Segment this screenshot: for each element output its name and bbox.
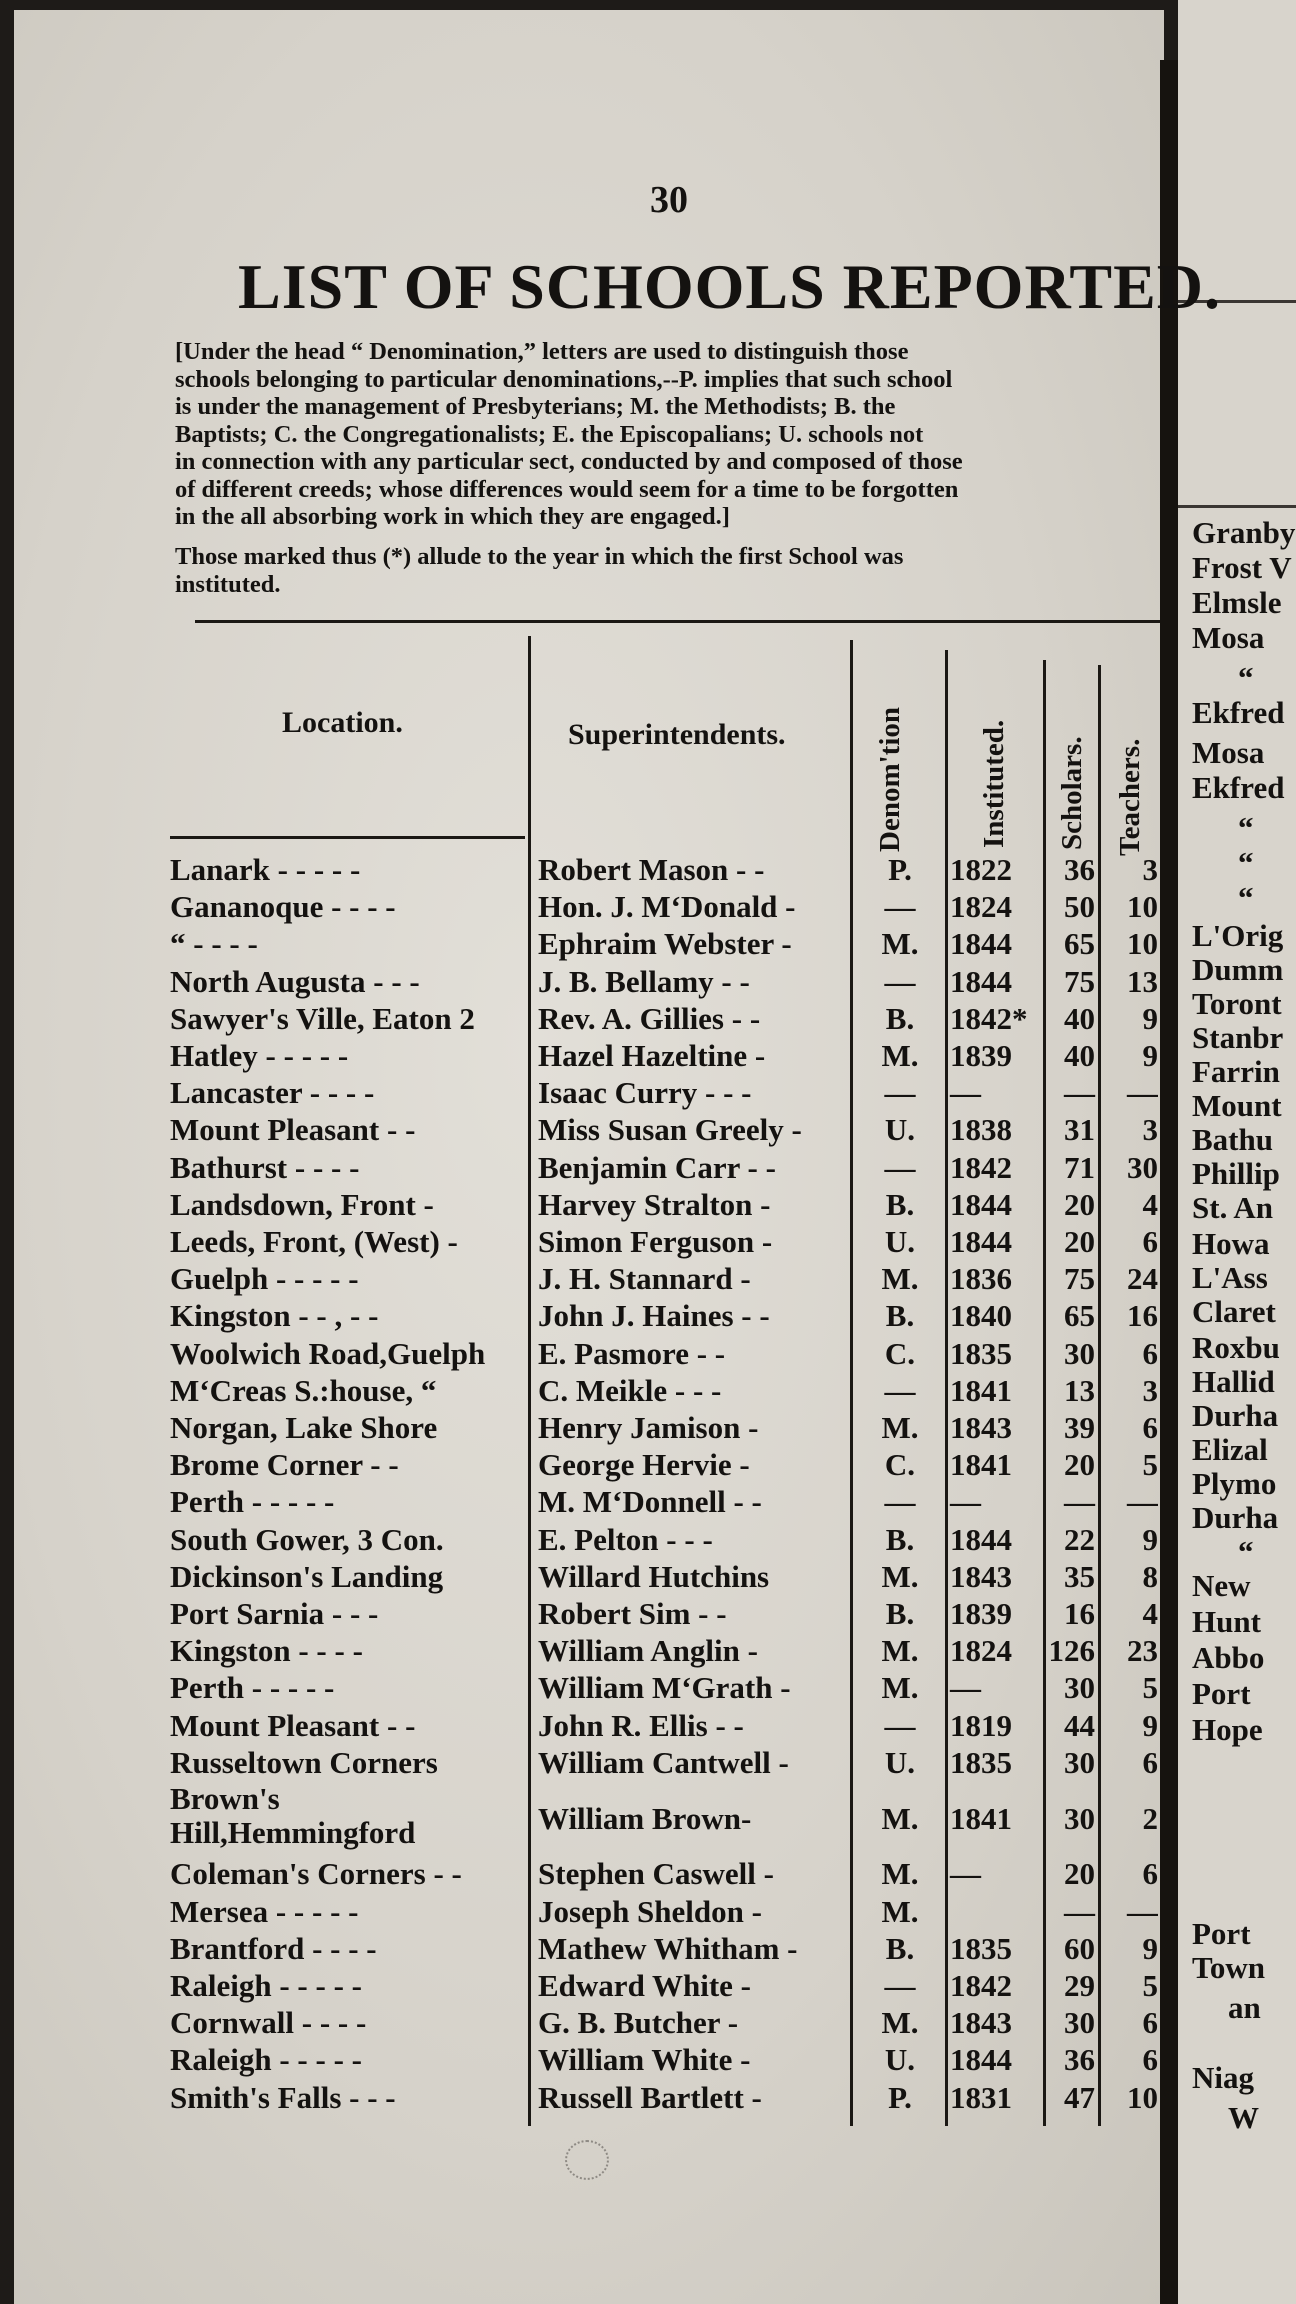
table-row	[0, 889, 1160, 926]
facing-page-text: Phillip	[1192, 1156, 1280, 1191]
instituted-cell: 1844	[950, 963, 1012, 999]
instituted-cell: 1842	[950, 1149, 1012, 1185]
location-cell: Norgan, Lake Shore	[170, 1410, 438, 1445]
denomination-cell: C.	[884, 1447, 916, 1483]
teachers-cell: —	[1127, 1893, 1158, 1929]
teachers-cell: 13	[1127, 963, 1158, 999]
table-row	[0, 1298, 1160, 1335]
teachers-cell: 5	[1142, 1968, 1158, 2003]
scholars-cell: 36	[1064, 852, 1095, 887]
teachers-cell: 16	[1127, 1298, 1158, 1334]
teachers-cell: 8	[1142, 1558, 1158, 1594]
location-cell: Smith's Falls - - -	[170, 2079, 396, 2115]
superintendent-cell: Hon. J. M‘Donald -	[538, 889, 796, 925]
denomination-cell: B.	[885, 1930, 915, 1966]
location-cell: Dickinson's Landing	[170, 1558, 444, 1594]
facing-page-text: “	[1238, 810, 1254, 845]
superintendent-cell: C. Meikle - - -	[538, 1372, 722, 1408]
instituted-header: Instituted.	[978, 719, 1010, 848]
facing-page-rule	[1178, 505, 1296, 508]
location-cell: Hatley - - - - -	[170, 1038, 349, 1073]
table-row	[0, 1187, 1160, 1224]
instituted-cell: 1831	[950, 2079, 1012, 2115]
superintendent-cell: William Brown-	[538, 1801, 752, 1837]
teachers-cell: 9	[1142, 1521, 1158, 1557]
denomination-cell: —	[884, 1149, 916, 1185]
footnote-paragraph: Those marked thus (*) allude to the year in which the first School was instituted.	[175, 543, 904, 598]
location-cell: Woolwich Road,Guelph	[170, 1335, 486, 1371]
superintendent-cell: Rev. A. Gillies - -	[538, 1000, 761, 1036]
facing-page-text: St. An	[1192, 1190, 1273, 1225]
instituted-cell: 1841	[950, 1447, 1012, 1483]
scholars-cell: 60	[1064, 1930, 1095, 1966]
table-row	[0, 1931, 1160, 1968]
scholars-cell: 20	[1064, 1224, 1095, 1259]
scholars-cell: 22	[1064, 1521, 1095, 1557]
scholars-cell: 20	[1064, 1186, 1095, 1222]
denomination-cell: B.	[885, 1186, 915, 1222]
book-spine	[1160, 60, 1178, 2304]
superintendent-cell: Henry Jamison -	[538, 1410, 759, 1445]
location-cell: Brantford - - - -	[170, 1930, 377, 1966]
location-cell: Sawyer's Ville, Eaton 2	[170, 1000, 475, 1036]
table-row	[0, 1038, 1160, 1075]
location-cell: Mount Pleasant - -	[170, 1112, 416, 1148]
instituted-cell: 1843	[950, 1410, 1012, 1445]
superintendent-cell: William White -	[538, 2042, 751, 2078]
scholars-cell: 75	[1064, 1261, 1095, 1297]
superintendent-cell: William M‘Grath -	[538, 1670, 791, 1706]
location-cell: Russeltown Corners	[170, 1744, 438, 1780]
teachers-cell: —	[1127, 1075, 1158, 1111]
denomination-cell: M.	[881, 926, 919, 962]
location-header: Location.	[282, 706, 403, 739]
instituted-cell: 1842*	[950, 1000, 1028, 1036]
teachers-cell: 3	[1142, 852, 1158, 887]
facing-page-text: Granby	[1192, 515, 1296, 550]
location-cell: Kingston - - , - -	[170, 1298, 379, 1334]
instituted-cell: 1841	[950, 1372, 1012, 1408]
location-cell: Leeds, Front, (West) -	[170, 1224, 458, 1259]
denomination-cell: P.	[888, 852, 912, 887]
location-cell: Perth - - - - -	[170, 1670, 335, 1706]
scholars-cell: 36	[1064, 2042, 1095, 2078]
table-row	[0, 1261, 1160, 1298]
facing-page-text: Hope	[1192, 1712, 1263, 1747]
intro-paragraph: [Under the head “ Denomination,” letters are used to distinguish those schools belonging to particular denominations,--P. implies that such school is under the management of Presbyterians; M. the Methodists; B. the Baptists; C. the Congregationalists; E. the Episcopalians; U. schools not in connection with any particular sect, conducted by and composed of those of different creeds; whose differences would seem for a time to be forgotten in the all absorbing work in which they are engaged.]	[175, 338, 963, 530]
instituted-cell: —	[950, 1670, 981, 1706]
location-cell: Perth - - - - -	[170, 1484, 335, 1520]
denomination-cell: —	[884, 963, 916, 999]
table-row	[0, 926, 1160, 963]
denomination-cell: C.	[884, 1335, 916, 1371]
superintendent-cell: Joseph Sheldon -	[538, 1893, 762, 1929]
table-row	[0, 1373, 1160, 1410]
scholars-cell: 44	[1064, 1707, 1095, 1743]
table-row	[0, 1782, 1160, 1856]
location-cell: Mersea - - - - -	[170, 1893, 359, 1929]
instituted-cell: 1841	[950, 1801, 1012, 1837]
scholars-header: Scholars.	[1056, 736, 1088, 850]
facing-page	[1178, 0, 1296, 2304]
facing-page-text: New	[1192, 1568, 1251, 1603]
denomination-cell: U.	[884, 2042, 916, 2078]
facing-page-text: Mount	[1192, 1088, 1282, 1123]
facing-page-text: Howa	[1192, 1226, 1270, 1261]
scholars-cell: 30	[1064, 2005, 1095, 2041]
scholars-cell: 31	[1064, 1112, 1095, 1148]
denomination-cell: P.	[888, 2079, 912, 2115]
instituted-cell: 1835	[950, 1930, 1012, 1966]
denomination-cell: M.	[881, 1261, 919, 1297]
denomination-cell: —	[884, 1707, 916, 1743]
scholars-cell: 20	[1064, 1447, 1095, 1483]
table-row	[0, 2080, 1160, 2117]
table-row	[0, 1522, 1160, 1559]
superintendent-cell: Mathew Whitham -	[538, 1930, 798, 1966]
superintendent-cell: John J. Haines - -	[538, 1298, 770, 1334]
table-row	[0, 1336, 1160, 1373]
denomination-cell: M.	[881, 1801, 919, 1837]
scholars-cell: 30	[1064, 1335, 1095, 1371]
facing-page-text: Claret	[1192, 1294, 1276, 1329]
denomination-cell: B.	[885, 1596, 915, 1631]
denomination-cell: U.	[884, 1744, 916, 1780]
superintendent-cell: Harvey Stralton -	[538, 1186, 771, 1222]
teachers-cell: 5	[1142, 1447, 1158, 1483]
facing-page-text: Dumm	[1192, 952, 1284, 987]
table-row	[0, 1559, 1160, 1596]
teachers-header: Teachers.	[1114, 738, 1146, 856]
superintendent-cell: Miss Susan Greely -	[538, 1112, 802, 1148]
table-row	[0, 1484, 1160, 1521]
denomination-cell: —	[884, 1075, 916, 1111]
table-row	[0, 964, 1160, 1001]
location-cell: Raleigh - - - - -	[170, 2042, 362, 2078]
denomination-cell: B.	[885, 1298, 915, 1334]
teachers-cell: 6	[1142, 2042, 1158, 2078]
table-row	[0, 1447, 1160, 1484]
denomination-cell: M.	[881, 1038, 919, 1073]
superintendent-cell: Robert Sim - -	[538, 1596, 727, 1631]
scholars-cell: 30	[1064, 1801, 1095, 1837]
scholars-cell: —	[1064, 1075, 1095, 1111]
facing-page-text: Toront	[1192, 986, 1282, 1021]
location-cell: Coleman's Corners - -	[170, 1856, 462, 1892]
instituted-cell: 1824	[950, 1633, 1012, 1669]
superintendent-cell: G. B. Butcher -	[538, 2005, 739, 2041]
scholars-cell: 35	[1064, 1558, 1095, 1594]
facing-page-text: Farrin	[1192, 1054, 1280, 1089]
superintendent-cell: Isaac Curry - - -	[538, 1075, 752, 1111]
teachers-cell: —	[1127, 1484, 1158, 1520]
facing-page-text: Port	[1192, 1916, 1251, 1951]
teachers-cell: 6	[1142, 1224, 1158, 1259]
table-row	[0, 1745, 1160, 1782]
scholars-cell: 29	[1064, 1968, 1095, 2003]
facing-page-text: Ekfred	[1192, 695, 1285, 730]
facing-page-text: L'Orig	[1192, 918, 1284, 953]
instituted-cell: 1843	[950, 2005, 1012, 2041]
scholars-cell: 13	[1064, 1372, 1095, 1408]
instituted-cell: 1835	[950, 1744, 1012, 1780]
teachers-cell: 10	[1127, 926, 1158, 962]
table-row	[0, 2005, 1160, 2042]
denomination-cell: U.	[884, 1224, 916, 1259]
teachers-cell: 9	[1142, 1000, 1158, 1036]
facing-page-text: W	[1228, 2100, 1259, 2135]
teachers-cell: 5	[1142, 1670, 1158, 1706]
location-cell: Kingston - - - -	[170, 1633, 363, 1669]
location-cell: South Gower, 3 Con.	[170, 1521, 444, 1557]
scholars-cell: 47	[1064, 2079, 1095, 2115]
teachers-cell: 2	[1142, 1801, 1158, 1837]
denomination-cell: M.	[881, 2005, 919, 2041]
superintendent-cell: Hazel Hazeltine -	[538, 1038, 766, 1073]
scholars-cell: 75	[1064, 963, 1095, 999]
denomination-header: Denom'tion	[874, 707, 906, 852]
facing-page-text: Ekfred	[1192, 770, 1285, 805]
scholars-cell: —	[1064, 1484, 1095, 1520]
instituted-cell: 1838	[950, 1112, 1012, 1148]
facing-page-text: “	[1238, 660, 1254, 695]
location-cell: Brown's Hill,Hemmingford	[170, 1782, 416, 1850]
table-row	[0, 1596, 1160, 1633]
scholars-cell: 30	[1064, 1744, 1095, 1780]
scholars-cell: 39	[1064, 1410, 1095, 1445]
location-cell: Raleigh - - - - -	[170, 1968, 362, 2003]
facing-page-text: Abbo	[1192, 1640, 1265, 1675]
facing-page-text: L'Ass	[1192, 1260, 1268, 1295]
table-row	[0, 1150, 1160, 1187]
location-cell: Cornwall - - - -	[170, 2005, 367, 2041]
denomination-cell: B.	[885, 1521, 915, 1557]
teachers-cell: 6	[1142, 1856, 1158, 1892]
instituted-cell: 1844	[950, 926, 1012, 962]
denomination-cell: —	[884, 1484, 916, 1520]
superintendent-cell: J. H. Stannard -	[538, 1261, 751, 1297]
location-cell: Port Sarnia - - -	[170, 1596, 379, 1631]
facing-page-text: “	[1238, 880, 1254, 915]
denomination-cell: M.	[881, 1558, 919, 1594]
instituted-cell: 1844	[950, 1521, 1012, 1557]
facing-page-text: Port	[1192, 1676, 1251, 1711]
teachers-cell: 4	[1142, 1596, 1158, 1631]
teachers-cell: 6	[1142, 2005, 1158, 2041]
teachers-cell: 3	[1142, 1112, 1158, 1148]
facing-page-text: Frost V	[1192, 550, 1292, 585]
denomination-cell: M.	[881, 1856, 919, 1892]
teachers-cell: 9	[1142, 1707, 1158, 1743]
location-cell: Gananoque - - - -	[170, 889, 396, 925]
scholars-cell: 65	[1064, 926, 1095, 962]
instituted-cell: 1839	[950, 1038, 1012, 1073]
location-cell: Landsdown, Front -	[170, 1186, 434, 1222]
facing-page-text: Town	[1192, 1950, 1265, 1985]
teachers-cell: 24	[1127, 1261, 1158, 1297]
teachers-cell: 10	[1127, 2079, 1158, 2115]
facing-page-text: Bathu	[1192, 1122, 1273, 1157]
instituted-cell: 1844	[950, 1186, 1012, 1222]
facing-page-text: Mosa	[1192, 620, 1265, 655]
teachers-cell: 23	[1127, 1633, 1158, 1669]
facing-page-text: “	[1238, 1534, 1254, 1569]
teachers-cell: 4	[1142, 1186, 1158, 1222]
superintendent-cell: Stephen Caswell -	[538, 1856, 774, 1892]
denomination-cell: B.	[885, 1000, 915, 1036]
facing-page-text: Plymo	[1192, 1466, 1277, 1501]
teachers-cell: 30	[1127, 1149, 1158, 1185]
superintendent-cell: George Hervie -	[538, 1447, 750, 1483]
facing-page-text: an	[1228, 1990, 1261, 2025]
superintendent-cell: William Cantwell -	[538, 1744, 789, 1780]
facing-page-text: Hunt	[1192, 1604, 1261, 1639]
instituted-cell: 1836	[950, 1261, 1012, 1297]
facing-page-text: Elmsle	[1192, 585, 1282, 620]
superintendent-cell: Willard Hutchins	[538, 1558, 770, 1594]
denomination-cell: M.	[881, 1633, 919, 1669]
teachers-cell: 6	[1142, 1410, 1158, 1445]
superintendent-cell: William Anglin -	[538, 1633, 758, 1669]
ink-stamp	[565, 2140, 609, 2180]
page-number: 30	[650, 179, 688, 221]
table-row	[0, 1075, 1160, 1112]
instituted-cell: 1843	[950, 1558, 1012, 1594]
location-cell: Lancaster - - - -	[170, 1075, 375, 1111]
facing-page-text: Elizal	[1192, 1432, 1268, 1467]
table-row	[0, 1894, 1160, 1931]
table-row	[0, 1856, 1160, 1893]
table-row	[0, 1410, 1160, 1447]
denomination-cell: M.	[881, 1410, 919, 1445]
scholars-cell: 50	[1064, 889, 1095, 925]
table-row	[0, 852, 1160, 889]
scholars-cell: 40	[1064, 1038, 1095, 1073]
superintendent-cell: Ephraim Webster -	[538, 926, 792, 962]
location-cell: Bathurst - - - -	[170, 1149, 360, 1185]
teachers-cell: 6	[1142, 1744, 1158, 1780]
location-cell: Mount Pleasant - -	[170, 1707, 416, 1743]
location-cell: M‘Creas S.:house, “	[170, 1372, 437, 1408]
table-row	[0, 1112, 1160, 1149]
scholars-cell: 30	[1064, 1670, 1095, 1706]
facing-page-text: “	[1238, 845, 1254, 880]
denomination-cell: —	[884, 1968, 916, 2003]
superintendent-cell: E. Pelton - - -	[538, 1521, 713, 1557]
teachers-cell: 10	[1127, 889, 1158, 925]
location-cell: Lanark - - - - -	[170, 852, 361, 887]
table-row	[0, 1633, 1160, 1670]
instituted-cell: —	[950, 1075, 981, 1111]
instituted-cell: 1819	[950, 1707, 1012, 1743]
superintendent-cell: Russell Bartlett -	[538, 2079, 762, 2115]
location-header-rule	[170, 836, 525, 839]
page-title: LIST OF SCHOOLS REPORTED.	[238, 251, 1221, 322]
location-cell: Brome Corner - -	[170, 1447, 399, 1483]
instituted-cell: 1839	[950, 1596, 1012, 1631]
table-row	[0, 1224, 1160, 1261]
scholars-cell: 65	[1064, 1298, 1095, 1334]
superintendent-cell: J. B. Bellamy - -	[538, 963, 750, 999]
superintendents-header: Superintendents.	[568, 718, 786, 751]
location-cell: Guelph - - - - -	[170, 1261, 359, 1297]
superintendent-cell: M. M‘Donnell - -	[538, 1484, 762, 1520]
superintendent-cell: Simon Ferguson -	[538, 1224, 773, 1259]
superintendent-cell: Benjamin Carr - -	[538, 1149, 776, 1185]
table-row	[0, 1001, 1160, 1038]
location-cell: North Augusta - - -	[170, 963, 420, 999]
scholars-cell: 71	[1064, 1149, 1095, 1185]
facing-page-text: Mosa	[1192, 735, 1265, 770]
denomination-cell: M.	[881, 1893, 919, 1929]
instituted-cell: 1840	[950, 1298, 1012, 1334]
denomination-cell: M.	[881, 1670, 919, 1706]
table-row	[0, 1708, 1160, 1745]
scholars-cell: 20	[1064, 1856, 1095, 1892]
facing-page-text: Durha	[1192, 1500, 1279, 1535]
facing-page-text: Stanbr	[1192, 1020, 1284, 1055]
superintendent-cell: E. Pasmore - -	[538, 1335, 726, 1371]
scholars-cell: 126	[1048, 1633, 1095, 1669]
denomination-cell: —	[884, 1372, 916, 1408]
facing-page-text: Durha	[1192, 1398, 1279, 1433]
instituted-cell: 1844	[950, 2042, 1012, 2078]
facing-page-text: Hallid	[1192, 1364, 1275, 1399]
teachers-cell: 9	[1142, 1038, 1158, 1073]
instituted-cell: 1824	[950, 889, 1012, 925]
teachers-cell: 6	[1142, 1335, 1158, 1371]
table-row	[0, 2042, 1160, 2079]
instituted-cell: 1844	[950, 1224, 1012, 1259]
scholars-cell: 16	[1064, 1596, 1095, 1631]
instituted-cell: 1842	[950, 1968, 1012, 2003]
teachers-cell: 3	[1142, 1372, 1158, 1408]
location-cell: “ - - - -	[170, 926, 258, 962]
instituted-cell: —	[950, 1484, 981, 1520]
denomination-cell: U.	[884, 1112, 916, 1148]
denomination-cell: —	[884, 889, 916, 925]
instituted-cell: 1835	[950, 1335, 1012, 1371]
table-top-rule	[195, 620, 1160, 623]
facing-page-text: Niag	[1192, 2060, 1254, 2095]
table-row	[0, 1968, 1160, 2005]
teachers-cell: 9	[1142, 1930, 1158, 1966]
superintendent-cell: Edward White -	[538, 1968, 752, 2003]
scholars-cell: 40	[1064, 1000, 1095, 1036]
superintendent-cell: Robert Mason - -	[538, 852, 765, 887]
instituted-cell: —	[950, 1856, 981, 1892]
facing-page-text: Roxbu	[1192, 1330, 1280, 1365]
superintendent-cell: John R. Ellis - -	[538, 1707, 744, 1743]
scholars-cell: —	[1064, 1893, 1095, 1929]
table-row	[0, 1670, 1160, 1707]
instituted-cell: 1822	[950, 852, 1012, 887]
